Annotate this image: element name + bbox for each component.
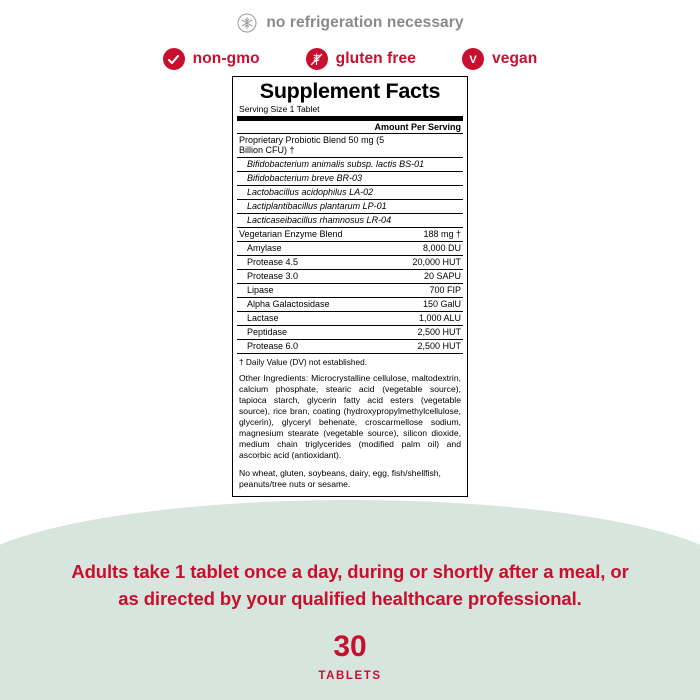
- nutrient-amount: 20,000 HUT: [412, 257, 461, 268]
- other-ingredients: Other Ingredients: Microcrystalline cellulose, maltodextrin, calcium phosphate, stearic acid (vegetable source), tapioca starch, glycerin fatty acid esters (vegetable source), rice bran, coating (hydroxypropylmethylcellulose, glycerin), glyceryl behenate, croscarmellose sodium, magnesium stearate (vegetable source), silicon dioxide, medium chain triglycerides (modified palm oil) and ascorbic acid (antioxidant).: [239, 372, 461, 460]
- vegan-v-icon: [462, 48, 484, 70]
- badge-row-refrigeration: [0, 0, 700, 34]
- directions-text: Adults take 1 tablet once a day, during or shortly after a meal, or as directed by your qualified healthcare professional.: [71, 561, 629, 609]
- nutrient-name: Lactase: [237, 311, 410, 325]
- nutrient-name: Lacticaseibacillus rhamnosus LR-04: [237, 213, 463, 227]
- nutrient-amount: 2,500 HUT: [417, 341, 461, 352]
- nutrient-table: [237, 134, 463, 353]
- snowflake-no-icon: [236, 12, 258, 34]
- nutrient-amount: 700 FIP: [410, 283, 463, 297]
- supplement-facts-panel: [232, 76, 468, 497]
- nutrient-name: Bifidobacterium animalis subsp. lactis BS-01: [237, 157, 463, 171]
- nutrient-name: Peptidase: [237, 325, 410, 339]
- table-row: [237, 325, 463, 339]
- nutrient-name: Protease 6.0: [247, 341, 299, 352]
- tablet-count: 30: [333, 630, 367, 663]
- nutrient-name: Lactiplantibacillus plantarum LP-01: [237, 199, 463, 213]
- table-row: [237, 311, 463, 325]
- table-row: [237, 171, 463, 185]
- badge-row-claims: [0, 34, 700, 70]
- nutrient-amount: 150 GalU: [410, 297, 463, 311]
- table-row: [237, 283, 463, 297]
- svg-text:V: V: [469, 53, 477, 66]
- allergen-statement: No wheat, gluten, soybeans, dairy, egg, fish/shellfish, peanuts/tree nuts or sesame.: [239, 467, 441, 489]
- table-row: [237, 297, 463, 311]
- nutrient-amount: 20 SAPU: [410, 269, 463, 283]
- nutrient-name: Vegetarian Enzyme Blend: [237, 227, 410, 241]
- badge-label: non-gmo: [192, 50, 260, 67]
- table-row: [237, 185, 463, 199]
- nutrient-name: Proprietary Probiotic Blend 50 mg (5 Billion CFU) †: [237, 134, 410, 158]
- daily-value-note: † Daily Value (DV) not established.: [237, 353, 463, 367]
- badge-vegan: [462, 48, 537, 70]
- nutrient-name: Lipase: [237, 283, 410, 297]
- nutrient-amount: 8,000 DU: [410, 241, 463, 255]
- nutrient-amount: 2,500 HUT: [410, 325, 463, 339]
- badge-label: no refrigeration necessary: [266, 14, 464, 31]
- amount-per-serving-header: Amount Per Serving: [237, 121, 463, 134]
- table-row: [237, 241, 463, 255]
- supplement-facts-title: Supplement Facts: [259, 79, 441, 103]
- nutrient-name: Protease 3.0: [237, 269, 410, 283]
- nutrient-name: Bifidobacterium breve BR-03: [237, 171, 463, 185]
- nutrient-name: Amylase: [237, 241, 410, 255]
- table-row: [237, 269, 463, 283]
- table-row: [237, 134, 463, 158]
- badge-label: gluten free: [335, 50, 416, 67]
- table-row: [237, 199, 463, 213]
- serving-size: Serving Size 1 Tablet: [237, 103, 463, 121]
- nutrient-name: Protease 4.5: [237, 255, 410, 269]
- nutrient-amount: 188 mg †: [410, 227, 463, 241]
- badge-label: vegan: [492, 50, 538, 67]
- badge-no-refrigeration: [236, 12, 463, 34]
- badge-non-gmo: [163, 48, 260, 70]
- table-row: [237, 255, 463, 269]
- wheat-crossed-icon: [306, 48, 328, 70]
- tablet-count-label: TABLETS: [318, 670, 382, 682]
- table-row: [237, 213, 463, 227]
- nutrient-name: Alpha Galactosidase: [237, 297, 410, 311]
- nutrient-name: Lactobacillus acidophilus LA-02: [237, 185, 463, 199]
- badge-gluten-free: [306, 48, 416, 70]
- nutrient-amount: [410, 134, 463, 158]
- table-row: [237, 157, 463, 171]
- nutrient-amount: 1,000 ALU: [410, 311, 463, 325]
- check-circle-icon: [163, 48, 185, 70]
- table-row: [237, 339, 463, 353]
- table-row: [237, 227, 463, 241]
